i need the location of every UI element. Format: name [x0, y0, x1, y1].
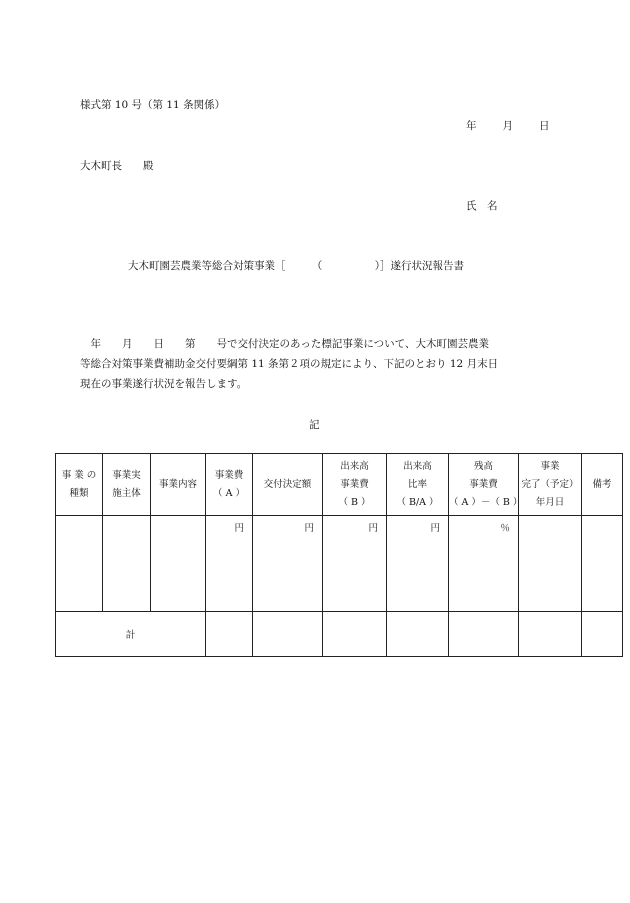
total-grant-amount	[253, 612, 323, 657]
body-line: 現在の事業遂行状況を報告します。	[80, 378, 248, 390]
cell-grant-amount: 円	[253, 516, 323, 612]
cell-project-cost: 円	[206, 516, 253, 612]
date-line	[466, 119, 550, 133]
body-line: 等総合対策事業費補助金交付要綱第 11 条第２項の規定により、下記のとおり 12 月末日	[80, 358, 499, 370]
form-number: 様式第 10 号（第 11 条関係）	[80, 99, 226, 111]
report-table	[55, 453, 623, 657]
cell-implementing-body	[103, 516, 151, 612]
total-label: 計	[56, 612, 206, 657]
header-remarks: 備考	[582, 454, 623, 516]
report-title: 大木町園芸農業等総合対策事業［ （ ）］遂行状況報告書	[128, 260, 464, 272]
addressee: 大木町長 殿	[80, 160, 154, 172]
header-completed-cost: 出来高 事業費 （ B ）	[323, 454, 387, 516]
cell-completion-ratio: 円	[387, 516, 449, 612]
header-project-cost: 事業費 （ A ）	[206, 454, 253, 516]
table-total-row	[56, 612, 623, 657]
header-implementing-body: 事業実 施主体	[103, 454, 151, 516]
total-remaining-cost	[449, 612, 519, 657]
body-line: 年 月 日 第 号で交付決定のあった標記事業について、大木町園芸農業	[80, 338, 489, 350]
date-day-label: 日	[539, 120, 550, 132]
total-remarks	[582, 612, 623, 657]
table-header-row	[56, 454, 623, 516]
ki-label: 記	[309, 419, 320, 431]
header-completion-date: 事業 完了（予定） 年月日	[519, 454, 582, 516]
table-row	[56, 516, 623, 612]
total-completion-date	[519, 612, 582, 657]
body-text	[80, 334, 560, 394]
total-completion-ratio	[387, 612, 449, 657]
cell-project-content	[151, 516, 206, 612]
total-project-cost	[206, 612, 253, 657]
header-project-content: 事業内容	[151, 454, 206, 516]
total-completed-cost	[323, 612, 387, 657]
cell-remaining-cost: ％	[449, 516, 519, 612]
header-project-type: 事 業 の 種類	[56, 454, 103, 516]
date-year-label: 年	[466, 120, 477, 132]
cell-completion-date	[519, 516, 582, 612]
header-completion-ratio: 出来高 比率 （ B/A ）	[387, 454, 449, 516]
header-grant-amount: 交付決定額	[253, 454, 323, 516]
date-month-label: 月	[502, 120, 513, 132]
cell-completed-cost: 円	[323, 516, 387, 612]
cell-project-type	[56, 516, 103, 612]
header-remaining-cost: 残高 事業費 （ A ）－（ B ）	[449, 454, 519, 516]
applicant-name-label: 氏 名	[466, 200, 498, 212]
cell-remarks	[582, 516, 623, 612]
